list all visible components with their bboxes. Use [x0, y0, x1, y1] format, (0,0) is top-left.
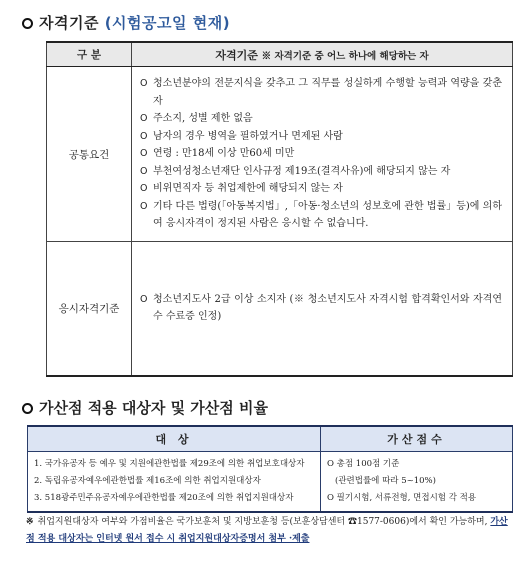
circle-bullet-icon	[22, 403, 33, 414]
section-title: 자격기준	[39, 14, 99, 32]
target-item: 2. 독립유공자예우에관한법률 제16조에 의한 취업지원대상자	[34, 476, 261, 486]
points-item: (관련법률에 따라 5~10%)	[335, 476, 436, 486]
target-item: 3. 518광주민주유공자예우에관한법률 제20조에 의한 취업지원대상자	[34, 493, 294, 503]
row-label-eligibility: 응시자격기준	[47, 242, 132, 376]
header-criteria-note: ※ 자격기준 중 어느 하나에 해당하는 자	[261, 50, 429, 62]
footnote-symbol: ※	[26, 517, 34, 527]
common-requirements	[132, 67, 513, 242]
list-item: O 청소년분야의 전문지식을 갖추고 그 직무를 성실하게 수행할 능력과 역량을 갖춘 자	[140, 75, 502, 110]
bonus-points-table	[27, 425, 513, 513]
list-item: O 부천여성청소년재단 인사규정 제19조(결격사유)에 해당되지 않는 자	[140, 163, 502, 181]
list-item: O 비위면직자 등 취업제한에 해당되지 않는 자	[140, 180, 502, 198]
row-label-common: 공통요건	[47, 67, 132, 242]
list-item: O 연령 : 만18세 이상 만60세 미만	[140, 145, 502, 163]
qualifications-table	[46, 41, 513, 377]
header-category: 구 분	[47, 42, 132, 67]
header-criteria-main: 자격기준	[215, 48, 258, 62]
section-title: 가산점 적용 대상자 및 가산점 비율	[39, 399, 268, 417]
points-list	[321, 452, 513, 513]
section-qualifications-heading	[22, 12, 230, 33]
section-bonus-heading	[22, 397, 268, 418]
header-points: 가산점수	[321, 426, 513, 452]
list-item: O 기타 다른 법령(「아동복지법」,「아동·청소년의 성보호에 관한 법률」등)에 의하여 응시자격이 정지된 사람은 응시할 수 없습니다.	[140, 198, 502, 233]
points-item: O 필기시험, 서류전형, 면접시험 각 적용	[327, 493, 477, 503]
footnote-text: 취업지원대상자 여부와 가점비율은 국가보훈처 및 지방보훈청 등(보훈상담센터 ☎1577-0606)에서 확인 가능하며,	[37, 517, 488, 527]
list-item: O 남자의 경우 병역을 필하였거나 면제된 사람	[140, 128, 502, 146]
header-target: 대 상	[28, 426, 321, 452]
section-subtitle: (시험공고일 현재)	[104, 14, 231, 32]
target-item: 1. 국가유공자 등 예우 및 지원에관한법률 제29조에 의한 취업보호대상자	[34, 459, 305, 469]
header-criteria	[132, 42, 513, 67]
list-item: O 주소지, 성별 제한 없음	[140, 110, 502, 128]
eligibility-requirements	[132, 242, 513, 376]
footnote-emphasis: 가산점 적용 대상자는 인터넷 원서 접수 시 취업지원대상자증명서 첨부 ·제출	[26, 517, 508, 544]
circle-bullet-icon	[22, 18, 33, 29]
footnote	[26, 514, 516, 548]
target-list	[28, 452, 321, 513]
list-item: O 청소년지도사 2급 이상 소지자 (※ 청소년지도사 자격시험 합격확인서와 자격연수 수료증 인정)	[140, 291, 502, 326]
points-item: O 총점 100점 기준	[327, 459, 400, 469]
